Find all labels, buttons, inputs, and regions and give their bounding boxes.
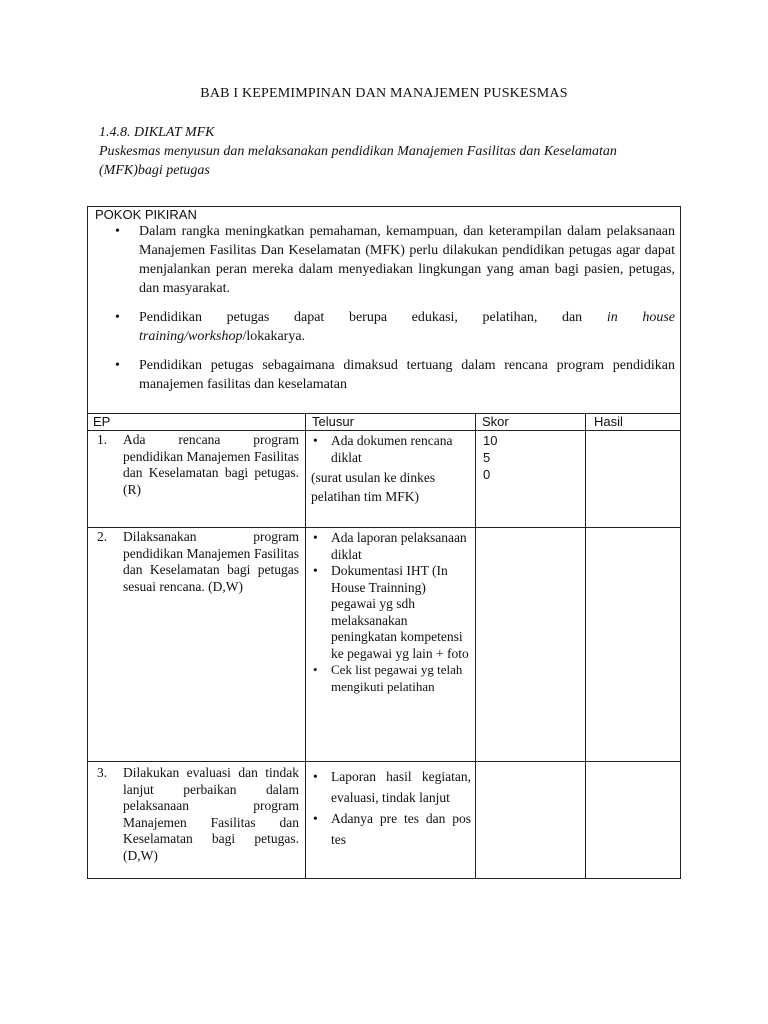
list-item: • Adanya pre tes dan pos tes xyxy=(311,808,471,850)
row-number: 1. xyxy=(97,432,108,447)
divider xyxy=(87,761,681,762)
telusur-cell xyxy=(311,433,471,506)
section-description: Puskesmas menyusun dan melaksanakan pendidikan Manajemen Fasilitas dan Keselamatan (MFK)bagi petugas xyxy=(99,144,617,178)
pokok-pikiran-title: POKOK PIKIRAN xyxy=(95,207,197,222)
ep-text: Ada rencana program pendidikan Manajemen Fasilitas dan Keselamatan bagi petugas. (R) xyxy=(123,432,299,497)
divider xyxy=(87,413,681,414)
divider xyxy=(585,413,586,879)
divider xyxy=(305,413,306,879)
row-number: 2. xyxy=(97,529,108,544)
bullet-icon: • xyxy=(115,224,120,239)
header-skor: Skor xyxy=(482,414,509,429)
pokok-pikiran-list xyxy=(95,222,675,404)
bullet-icon: • xyxy=(313,811,318,826)
ep-text: Dilakukan evaluasi dan tindak lanjut perbaikan dalam pelaksanaan program Manajemen Fasilitas dan Keselamatan bagi petugas. (D,W) xyxy=(123,765,299,863)
list-item: • Laporan hasil kegiatan, evaluasi, tindak lanjut xyxy=(311,766,471,808)
list-item: • Dokumentasi IHT (In House Trainning) pegawai yg sdh melaksanakan peningkatan kompetensi ke pegawai yg lain + foto xyxy=(313,563,469,661)
section-number: 1.4.8. DIKLAT MFK xyxy=(99,125,215,140)
bullet-icon: • xyxy=(115,310,120,325)
skor-values: 10 5 0 xyxy=(483,433,498,482)
bullet-icon: • xyxy=(313,769,318,784)
ep-text: Dilaksanakan program pendidikan Manajemen Fasilitas dan Keselamatan bagi petugas sesuai rencana. (D,W) xyxy=(123,529,299,594)
list-item: • Pendidikan petugas sebagaimana dimaksud tertuang dalam rencana program pendidikan manajemen fasilitas dan keselamatan xyxy=(115,358,675,392)
header-ep: EP xyxy=(93,414,111,429)
telusur-cell xyxy=(311,530,471,695)
header-telusur: Telusur xyxy=(312,414,354,429)
bullet-icon: • xyxy=(115,358,120,373)
row-number: 3. xyxy=(97,765,108,780)
list-item: • Ada laporan pelaksanaan diklat xyxy=(313,530,467,562)
list-item: • Ada dokumen rencana diklat xyxy=(313,433,453,465)
list-item: • Dalam rangka meningkatkan pemahaman, kemampuan, dan keterampilan dalam pelaksanaan Manajemen Fasilitas Dan Keselamatan (MFK) perlu dilakukan pendidikan petugas agar dapat menjalankan peran mereka dalam menyediakan lingkungan yang aman bagi pasien, petugas, dan masyarakat. xyxy=(115,224,675,296)
telusur-note: (surat usulan ke dinkes pelatihan tim MFK) xyxy=(311,470,436,504)
bullet-icon: • xyxy=(313,563,318,578)
bullet-icon: • xyxy=(313,662,318,677)
chapter-heading: BAB I KEPEMIMPINAN DAN MANAJEMEN PUSKESMAS xyxy=(200,86,568,101)
divider xyxy=(475,413,476,879)
bullet-icon: • xyxy=(313,433,318,448)
bullet-icon: • xyxy=(313,530,318,545)
divider xyxy=(87,430,681,431)
header-hasil: Hasil xyxy=(594,414,623,429)
list-item: • Cek list pegawai yg telah mengikuti pelatihan xyxy=(313,662,463,694)
telusur-cell xyxy=(311,766,471,850)
list-item: • Pendidikan petugas dapat berupa edukasi, pelatihan, dan in house training/workshop/lokakarya. xyxy=(115,310,675,344)
divider xyxy=(87,527,681,528)
